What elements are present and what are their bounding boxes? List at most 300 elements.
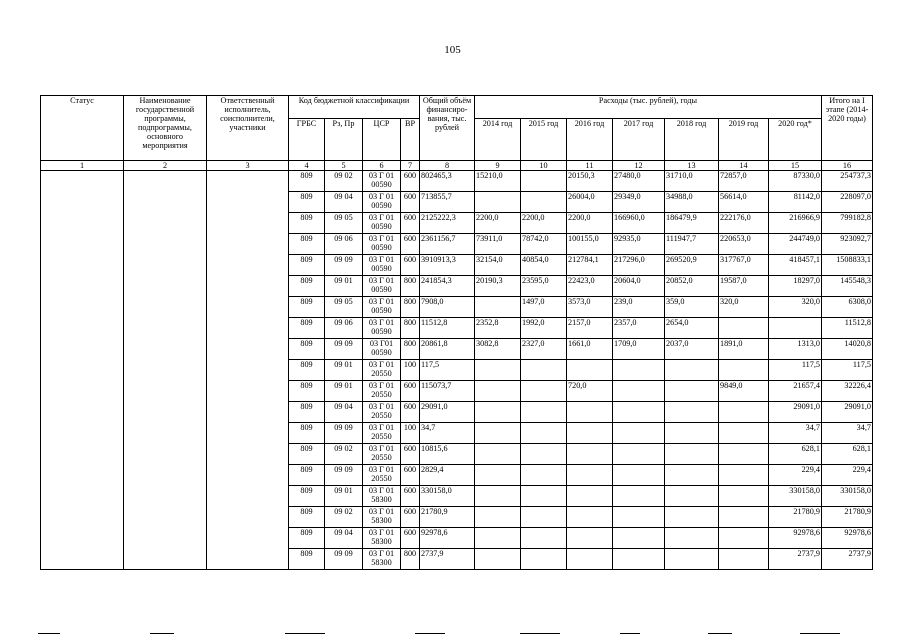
csr-code-part: 00590 [371,348,392,357]
y2015-cell: 1497,0 [521,297,567,318]
header-expenses: Расходы (тыс. рублей), годы [475,96,822,119]
y2019-cell: 222176,0 [719,213,769,234]
y2015-cell [521,444,567,465]
grbs-cell: 809 [289,381,325,402]
total-cell: 7908,0 [420,297,475,318]
y2014-cell [475,402,521,423]
y2017-cell: 217296,0 [613,255,665,276]
total-cell: 3910913,3 [420,255,475,276]
y2018-cell [665,444,719,465]
y2020-cell: 87330,0 [769,171,822,192]
total-cell: 10815,6 [420,444,475,465]
rzpr-cell: 09 04 [325,402,363,423]
stage-cell: 145548,3 [822,276,873,297]
rzpr-cell: 09 06 [325,234,363,255]
y2015-cell [521,192,567,213]
csr-cell [363,234,401,255]
y2017-cell: 20604,0 [613,276,665,297]
stage-cell: 228097,0 [822,192,873,213]
y2018-cell: 31710,0 [665,171,719,192]
table-body [41,171,873,570]
csr-code-part: 58300 [371,537,392,546]
y2014-cell [475,444,521,465]
y2015-cell [521,360,567,381]
y2017-cell: 239,0 [613,297,665,318]
y2019-cell: 220653,0 [719,234,769,255]
vr-cell: 600 [401,486,420,507]
vr-cell: 600 [401,171,420,192]
csr-code-part: 20550 [371,411,392,420]
rzpr-cell: 09 02 [325,444,363,465]
y2019-cell: 1891,0 [719,339,769,360]
csr-code-part: 03 Г 01 [368,234,395,243]
column-number: 2 [124,161,207,171]
y2019-cell: 56614,0 [719,192,769,213]
header-year: 2014 год [475,119,521,161]
csr-code-part: 03 Г 01 [368,297,395,306]
y2014-cell [475,507,521,528]
csr-code-part: 03 Г 01 [368,402,395,411]
total-cell: 29091,0 [420,402,475,423]
csr-code-part: 20550 [371,390,392,399]
y2017-cell [613,402,665,423]
y2019-cell [719,486,769,507]
y2019-cell [719,318,769,339]
y2016-cell: 1661,0 [567,339,613,360]
rzpr-cell: 09 09 [325,465,363,486]
grbs-cell: 809 [289,549,325,570]
stage-cell: 92978,6 [822,528,873,549]
y2014-cell [475,381,521,402]
y2017-cell [613,528,665,549]
y2017-cell [613,465,665,486]
column-number: 6 [363,161,401,171]
grbs-cell: 809 [289,276,325,297]
page-number: 105 [444,44,461,56]
y2015-cell: 1992,0 [521,318,567,339]
header-stage-total: Итого на I этапе (2014-2020 годы) [822,96,873,161]
y2018-cell: 111947,7 [665,234,719,255]
y2015-cell [521,528,567,549]
header-year: 2020 год* [769,119,822,161]
rzpr-cell: 09 09 [325,549,363,570]
y2016-cell: 3573,0 [567,297,613,318]
total-cell: 2125222,3 [420,213,475,234]
header-total-volume: Общий объём финансиро-вания, тыс. рублей [420,96,475,161]
y2020-cell: 418457,1 [769,255,822,276]
y2020-cell: 216966,9 [769,213,822,234]
y2017-cell [613,360,665,381]
stage-cell: 117,5 [822,360,873,381]
total-cell: 21780,9 [420,507,475,528]
total-cell: 34,7 [420,423,475,444]
csr-cell [363,339,401,360]
csr-cell [363,402,401,423]
column-number: 10 [521,161,567,171]
stage-cell: 34,7 [822,423,873,444]
y2018-cell [665,507,719,528]
y2017-cell: 29349,0 [613,192,665,213]
y2018-cell [665,528,719,549]
y2014-cell [475,297,521,318]
header-grbs: ГРБС [289,119,325,161]
vr-cell: 800 [401,297,420,318]
table-row [41,171,873,192]
y2020-cell [769,318,822,339]
csr-cell [363,255,401,276]
total-cell: 802465,3 [420,171,475,192]
vr-cell: 800 [401,549,420,570]
y2020-cell: 34,7 [769,423,822,444]
csr-cell [363,381,401,402]
csr-cell [363,297,401,318]
csr-cell [363,465,401,486]
grbs-cell: 809 [289,234,325,255]
y2015-cell [521,402,567,423]
y2020-cell: 628,1 [769,444,822,465]
rzpr-cell: 09 01 [325,360,363,381]
y2019-cell [719,528,769,549]
total-cell: 20861,8 [420,339,475,360]
y2017-cell [613,381,665,402]
y2015-cell: 23595,0 [521,276,567,297]
y2020-cell: 92978,6 [769,528,822,549]
csr-code-part: 00590 [371,201,392,210]
y2019-cell [719,549,769,570]
y2016-cell [567,360,613,381]
vr-cell: 800 [401,318,420,339]
y2014-cell: 2200,0 [475,213,521,234]
csr-cell [363,360,401,381]
column-number-row [41,161,873,171]
header-csr: ЦСР [363,119,401,161]
y2019-cell [719,360,769,381]
y2020-cell: 244749,0 [769,234,822,255]
csr-cell [363,192,401,213]
column-number: 12 [613,161,665,171]
rzpr-cell: 09 05 [325,213,363,234]
stage-cell: 330158,0 [822,486,873,507]
csr-code-part: 03 Г 01 [368,486,395,495]
rzpr-cell: 09 09 [325,255,363,276]
y2016-cell: 20150,3 [567,171,613,192]
y2017-cell: 2357,0 [613,318,665,339]
csr-code-part: 03 Г 01 [368,360,395,369]
y2014-cell: 20190,3 [475,276,521,297]
y2015-cell: 2200,0 [521,213,567,234]
header-executor: Ответственный исполнитель, соисполнители, участники [207,96,289,161]
stage-cell: 14020,8 [822,339,873,360]
vr-cell: 100 [401,423,420,444]
y2014-cell: 3082,8 [475,339,521,360]
vr-cell: 600 [401,465,420,486]
rzpr-cell: 09 04 [325,192,363,213]
y2015-cell [521,486,567,507]
y2020-cell: 21780,9 [769,507,822,528]
y2017-cell [613,444,665,465]
column-number: 5 [325,161,363,171]
column-number: 4 [289,161,325,171]
stage-cell: 229,4 [822,465,873,486]
stage-cell: 21780,9 [822,507,873,528]
y2015-cell [521,507,567,528]
header-vr: ВР [401,119,420,161]
vr-cell: 600 [401,192,420,213]
y2019-cell: 317767,0 [719,255,769,276]
y2014-cell: 15210,0 [475,171,521,192]
csr-code-part: 03 Г 01 [368,255,395,264]
vr-cell: 600 [401,234,420,255]
y2014-cell [475,423,521,444]
y2015-cell [521,171,567,192]
y2018-cell: 186479,9 [665,213,719,234]
y2018-cell: 2654,0 [665,318,719,339]
csr-code-part: 00590 [371,264,392,273]
csr-code-part: 03 Г 01 [368,213,395,222]
total-cell: 2361156,7 [420,234,475,255]
y2017-cell: 1709,0 [613,339,665,360]
csr-code-part: 20550 [371,453,392,462]
y2016-cell [567,528,613,549]
y2016-cell: 2200,0 [567,213,613,234]
csr-code-part: 03 Г 01 [368,507,395,516]
y2018-cell [665,549,719,570]
header-year: 2017 год [613,119,665,161]
csr-code-part: 20550 [371,432,392,441]
column-number: 16 [822,161,873,171]
csr-code-part: 00590 [371,306,392,315]
y2018-cell [665,465,719,486]
vr-cell: 800 [401,339,420,360]
y2020-cell: 2737,9 [769,549,822,570]
budget-table [40,95,873,570]
csr-cell [363,213,401,234]
stage-cell: 32226,4 [822,381,873,402]
vr-cell: 600 [401,507,420,528]
stage-cell: 254737,3 [822,171,873,192]
column-number: 11 [567,161,613,171]
y2014-cell: 2352,8 [475,318,521,339]
executor-cell [207,171,289,570]
csr-code-part: 00590 [371,243,392,252]
stage-cell: 2737,9 [822,549,873,570]
csr-cell [363,486,401,507]
y2016-cell [567,444,613,465]
rzpr-cell: 09 01 [325,381,363,402]
header-year: 2018 год [665,119,719,161]
y2019-cell: 9849,0 [719,381,769,402]
grbs-cell: 809 [289,171,325,192]
y2020-cell: 18297,0 [769,276,822,297]
y2017-cell [613,486,665,507]
y2020-cell: 81142,0 [769,192,822,213]
y2014-cell [475,465,521,486]
stage-cell: 923092,7 [822,234,873,255]
page-bottom-edge [0,633,905,635]
header-budget-code: Код бюджетной классификации [289,96,420,119]
total-cell: 92978,6 [420,528,475,549]
rzpr-cell: 09 01 [325,276,363,297]
csr-code-part: 20550 [371,474,392,483]
rzpr-cell: 09 02 [325,507,363,528]
y2017-cell: 27480,0 [613,171,665,192]
csr-code-part: 00590 [371,327,392,336]
header-rz-pr: Рз, Пр [325,119,363,161]
header-year: 2015 год [521,119,567,161]
y2015-cell: 2327,0 [521,339,567,360]
csr-cell [363,423,401,444]
y2018-cell: 20852,0 [665,276,719,297]
y2015-cell [521,465,567,486]
y2016-cell: 212784,1 [567,255,613,276]
y2020-cell: 29091,0 [769,402,822,423]
y2019-cell: 320,0 [719,297,769,318]
csr-code-part: 03 Г 01 [368,381,395,390]
y2017-cell [613,507,665,528]
csr-cell [363,507,401,528]
column-number: 13 [665,161,719,171]
y2019-cell [719,402,769,423]
total-cell: 2829,4 [420,465,475,486]
y2014-cell [475,486,521,507]
y2015-cell: 78742,0 [521,234,567,255]
y2019-cell [719,465,769,486]
csr-cell [363,171,401,192]
grbs-cell: 809 [289,465,325,486]
total-cell: 117,5 [420,360,475,381]
y2014-cell [475,360,521,381]
csr-code-part: 20550 [371,369,392,378]
y2020-cell: 21657,4 [769,381,822,402]
column-number: 15 [769,161,822,171]
header-status: Статус [41,96,124,161]
y2014-cell: 32154,0 [475,255,521,276]
y2018-cell [665,381,719,402]
rzpr-cell: 09 02 [325,171,363,192]
grbs-cell: 809 [289,213,325,234]
y2016-cell: 26004,0 [567,192,613,213]
grbs-cell: 809 [289,255,325,276]
y2015-cell: 40854,0 [521,255,567,276]
csr-code-part: 00590 [371,222,392,231]
vr-cell: 600 [401,381,420,402]
y2020-cell: 117,5 [769,360,822,381]
y2018-cell [665,486,719,507]
y2014-cell: 73911,0 [475,234,521,255]
csr-code-part: 03 Г 01 [368,192,395,201]
csr-code-part: 03 Г 01 [368,528,395,537]
stage-cell: 799182,8 [822,213,873,234]
y2016-cell: 720,0 [567,381,613,402]
csr-code-part: 03 Г 01 [368,423,395,432]
y2014-cell [475,192,521,213]
program-name-cell [124,171,207,570]
grbs-cell: 809 [289,402,325,423]
csr-code-part: 58300 [371,516,392,525]
header-row-main [41,96,873,119]
vr-cell: 600 [401,255,420,276]
vr-cell: 600 [401,528,420,549]
y2016-cell [567,486,613,507]
y2016-cell [567,507,613,528]
total-cell: 713855,7 [420,192,475,213]
y2017-cell: 166960,0 [613,213,665,234]
csr-code-part: 03 Г 01 [368,549,395,558]
stage-cell: 29091,0 [822,402,873,423]
header-year: 2016 год [567,119,613,161]
grbs-cell: 809 [289,528,325,549]
stage-cell: 6308,0 [822,297,873,318]
header-program-name: Наименование государственной программы, подпрограммы, основного мероприятия [124,96,207,161]
y2016-cell [567,423,613,444]
header-year: 2019 год [719,119,769,161]
vr-cell: 100 [401,360,420,381]
y2019-cell [719,507,769,528]
y2014-cell [475,528,521,549]
y2016-cell [567,402,613,423]
stage-cell: 628,1 [822,444,873,465]
total-cell: 115073,7 [420,381,475,402]
vr-cell: 600 [401,402,420,423]
csr-code-part: 58300 [371,558,392,567]
y2020-cell: 320,0 [769,297,822,318]
y2018-cell [665,402,719,423]
csr-code-part: 03 Г 01 [368,276,395,285]
csr-code-part: 00590 [371,180,392,189]
y2019-cell: 19587,0 [719,276,769,297]
y2020-cell: 330158,0 [769,486,822,507]
csr-code-part: 03 Г 01 [368,444,395,453]
column-number: 1 [41,161,124,171]
y2018-cell: 359,0 [665,297,719,318]
y2015-cell [521,381,567,402]
rzpr-cell: 09 09 [325,423,363,444]
grbs-cell: 809 [289,423,325,444]
grbs-cell: 809 [289,297,325,318]
y2019-cell: 72857,0 [719,171,769,192]
csr-cell [363,276,401,297]
y2016-cell [567,465,613,486]
y2017-cell [613,549,665,570]
y2018-cell: 2037,0 [665,339,719,360]
column-number: 7 [401,161,420,171]
column-number: 14 [719,161,769,171]
y2016-cell: 22423,0 [567,276,613,297]
grbs-cell: 809 [289,192,325,213]
vr-cell: 600 [401,213,420,234]
rzpr-cell: 09 09 [325,339,363,360]
y2017-cell [613,423,665,444]
csr-code-part: 00590 [371,285,392,294]
csr-cell [363,318,401,339]
total-cell: 11512,8 [420,318,475,339]
csr-cell [363,528,401,549]
y2015-cell [521,549,567,570]
y2015-cell [521,423,567,444]
grbs-cell: 809 [289,507,325,528]
total-cell: 2737,9 [420,549,475,570]
rzpr-cell: 09 05 [325,297,363,318]
csr-code-part: 03 Г 01 [368,171,395,180]
csr-code-part: 03 Г01 [369,339,394,348]
csr-code-part: 03 Г 01 [368,318,395,327]
csr-code-part: 03 Г 01 [368,465,395,474]
total-cell: 241854,3 [420,276,475,297]
vr-cell: 800 [401,276,420,297]
csr-cell [363,549,401,570]
vr-cell: 600 [401,444,420,465]
total-cell: 330158,0 [420,486,475,507]
